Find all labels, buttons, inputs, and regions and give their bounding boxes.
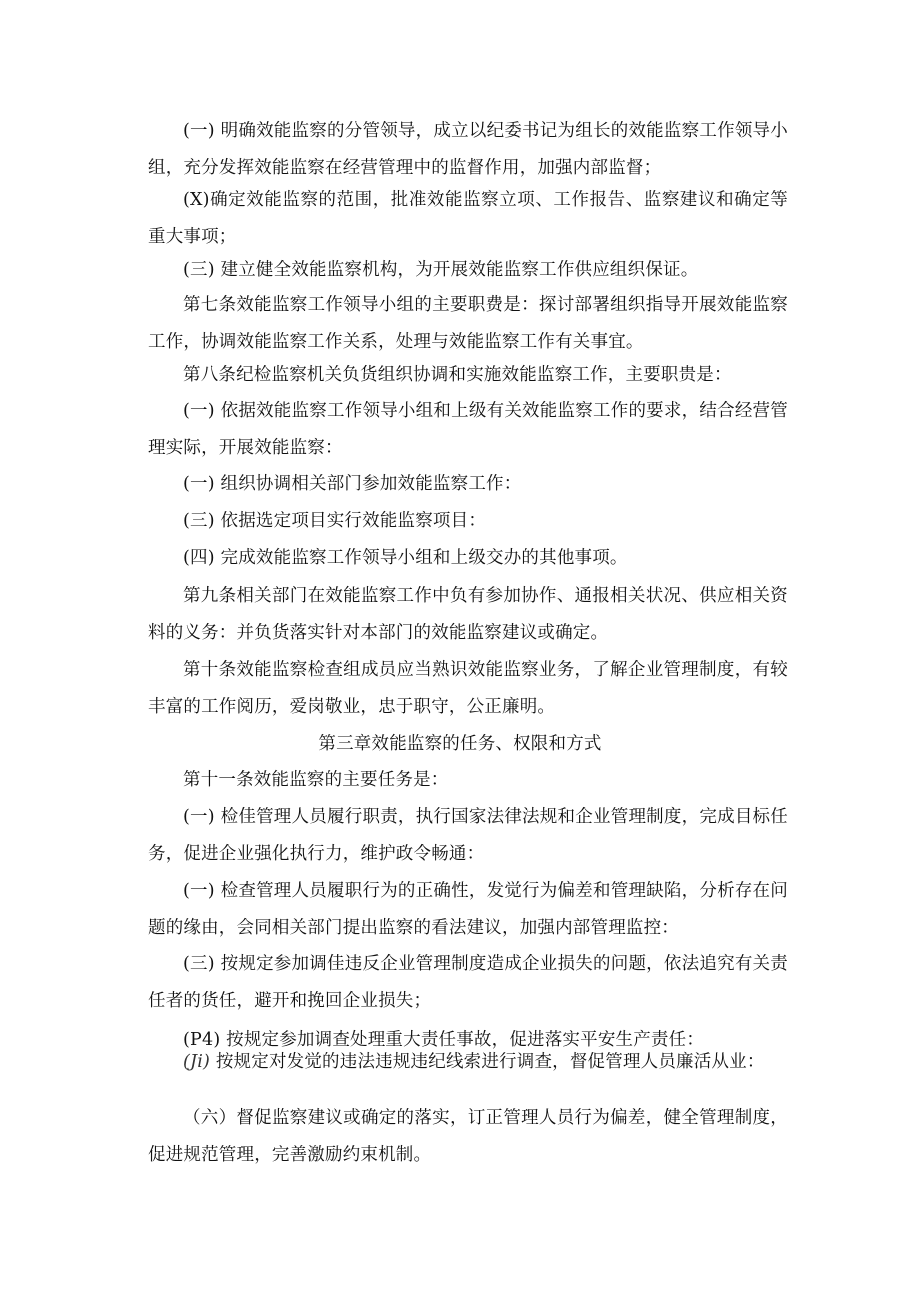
- paragraph-2: (X)确定效能监察的范围，批准效能监察立项、工作报告、监察建议和确定等重大事项；: [148, 190, 788, 247]
- paragraph-11-5: [148, 1044, 788, 1081]
- paragraph-11-1: (一) 检佳管理人员履行职责，执行国家法律法规和企业管理制度，完成目标任务，促进企业强化执行力，维护政令畅通：: [148, 807, 788, 864]
- paragraph-8-2: (一) 组织协调相关部门参加效能监察工作：: [183, 474, 522, 494]
- paragraph-article-11: 第十一条效能监察的主要任务是：: [183, 770, 449, 790]
- paragraph-article-10: 第十条效能监察检查组成员应当熟识效能监察业务，了解企业管理制度，有较丰富的工作阅历，爱岗敬业，忠于职守，公正廉明。: [148, 660, 788, 717]
- paragraph-11-6: （六）督促监察建议或确定的落实，订正管理人员行为偏差，健全管理制度，促进规范管理，完善激励约束机制。: [148, 1108, 788, 1165]
- paragraph-11-5-text: 按规定对发觉的违法违规违纪线索进行调查，督促管理人员廉活从业：: [215, 1052, 765, 1072]
- paragraph-1: (一) 明确效能监察的分管领导，成立以纪委书记为组长的效能监察工作领导小组，充分发挥效能监察在经营管理中的监督作用，加强内部监督；: [148, 121, 788, 178]
- chapter-heading: 第三章效能监察的任务、权限和方式: [318, 734, 602, 754]
- paragraph-3: (三) 建立健全效能监察机构，为开展效能监察工作供应组织保证。: [183, 260, 699, 280]
- paragraph-8-3: (三) 依据选定项目实行效能监察项目：: [183, 511, 487, 531]
- paragraph-8-4: (四) 完成效能监察工作领导小组和上级交办的其他事项。: [183, 548, 628, 568]
- paragraph-11-4: (P4) 按规定参加调查处理重大责任事故，促进落实平安生产责任：: [183, 1030, 705, 1050]
- paragraph-article-7: 第七条效能监察工作领导小组的主要职费是：探讨部署组织指导开展效能监察工作，协调效能监察工作关系，处理与效能监察工作有关事宜。: [148, 295, 788, 352]
- paragraph-11-2: (一) 检查管理人员履职行为的正确性，发觉行为偏差和管理缺陷，分析存在问题的缘由，会同相关部门提出监察的看法建议，加强内部管理监控：: [148, 881, 788, 938]
- italic-lead-marker: (Ji): [183, 1052, 211, 1072]
- paragraph-8-1: (一) 依据效能监察工作领导小组和上级有关效能监察工作的要求，结合经营管理实际，开展效能监察：: [148, 401, 788, 458]
- paragraph-article-8: 第八条纪检监察机关负货组织协调和实施效能监察工作，主要职贵是：: [183, 365, 732, 385]
- paragraph-11-3: (三) 按规定参加调佳违反企业管理制度造成企业损失的问题，依法追究有关责任者的货任，避开和挽回企业损失；: [148, 954, 788, 1011]
- paragraph-article-9: 第九条相关部门在效能监察工作中负有参加协作、通报相关状况、供应相关资料的义务：并负货落实针对本部门的效能监察建议或确定。: [148, 586, 788, 643]
